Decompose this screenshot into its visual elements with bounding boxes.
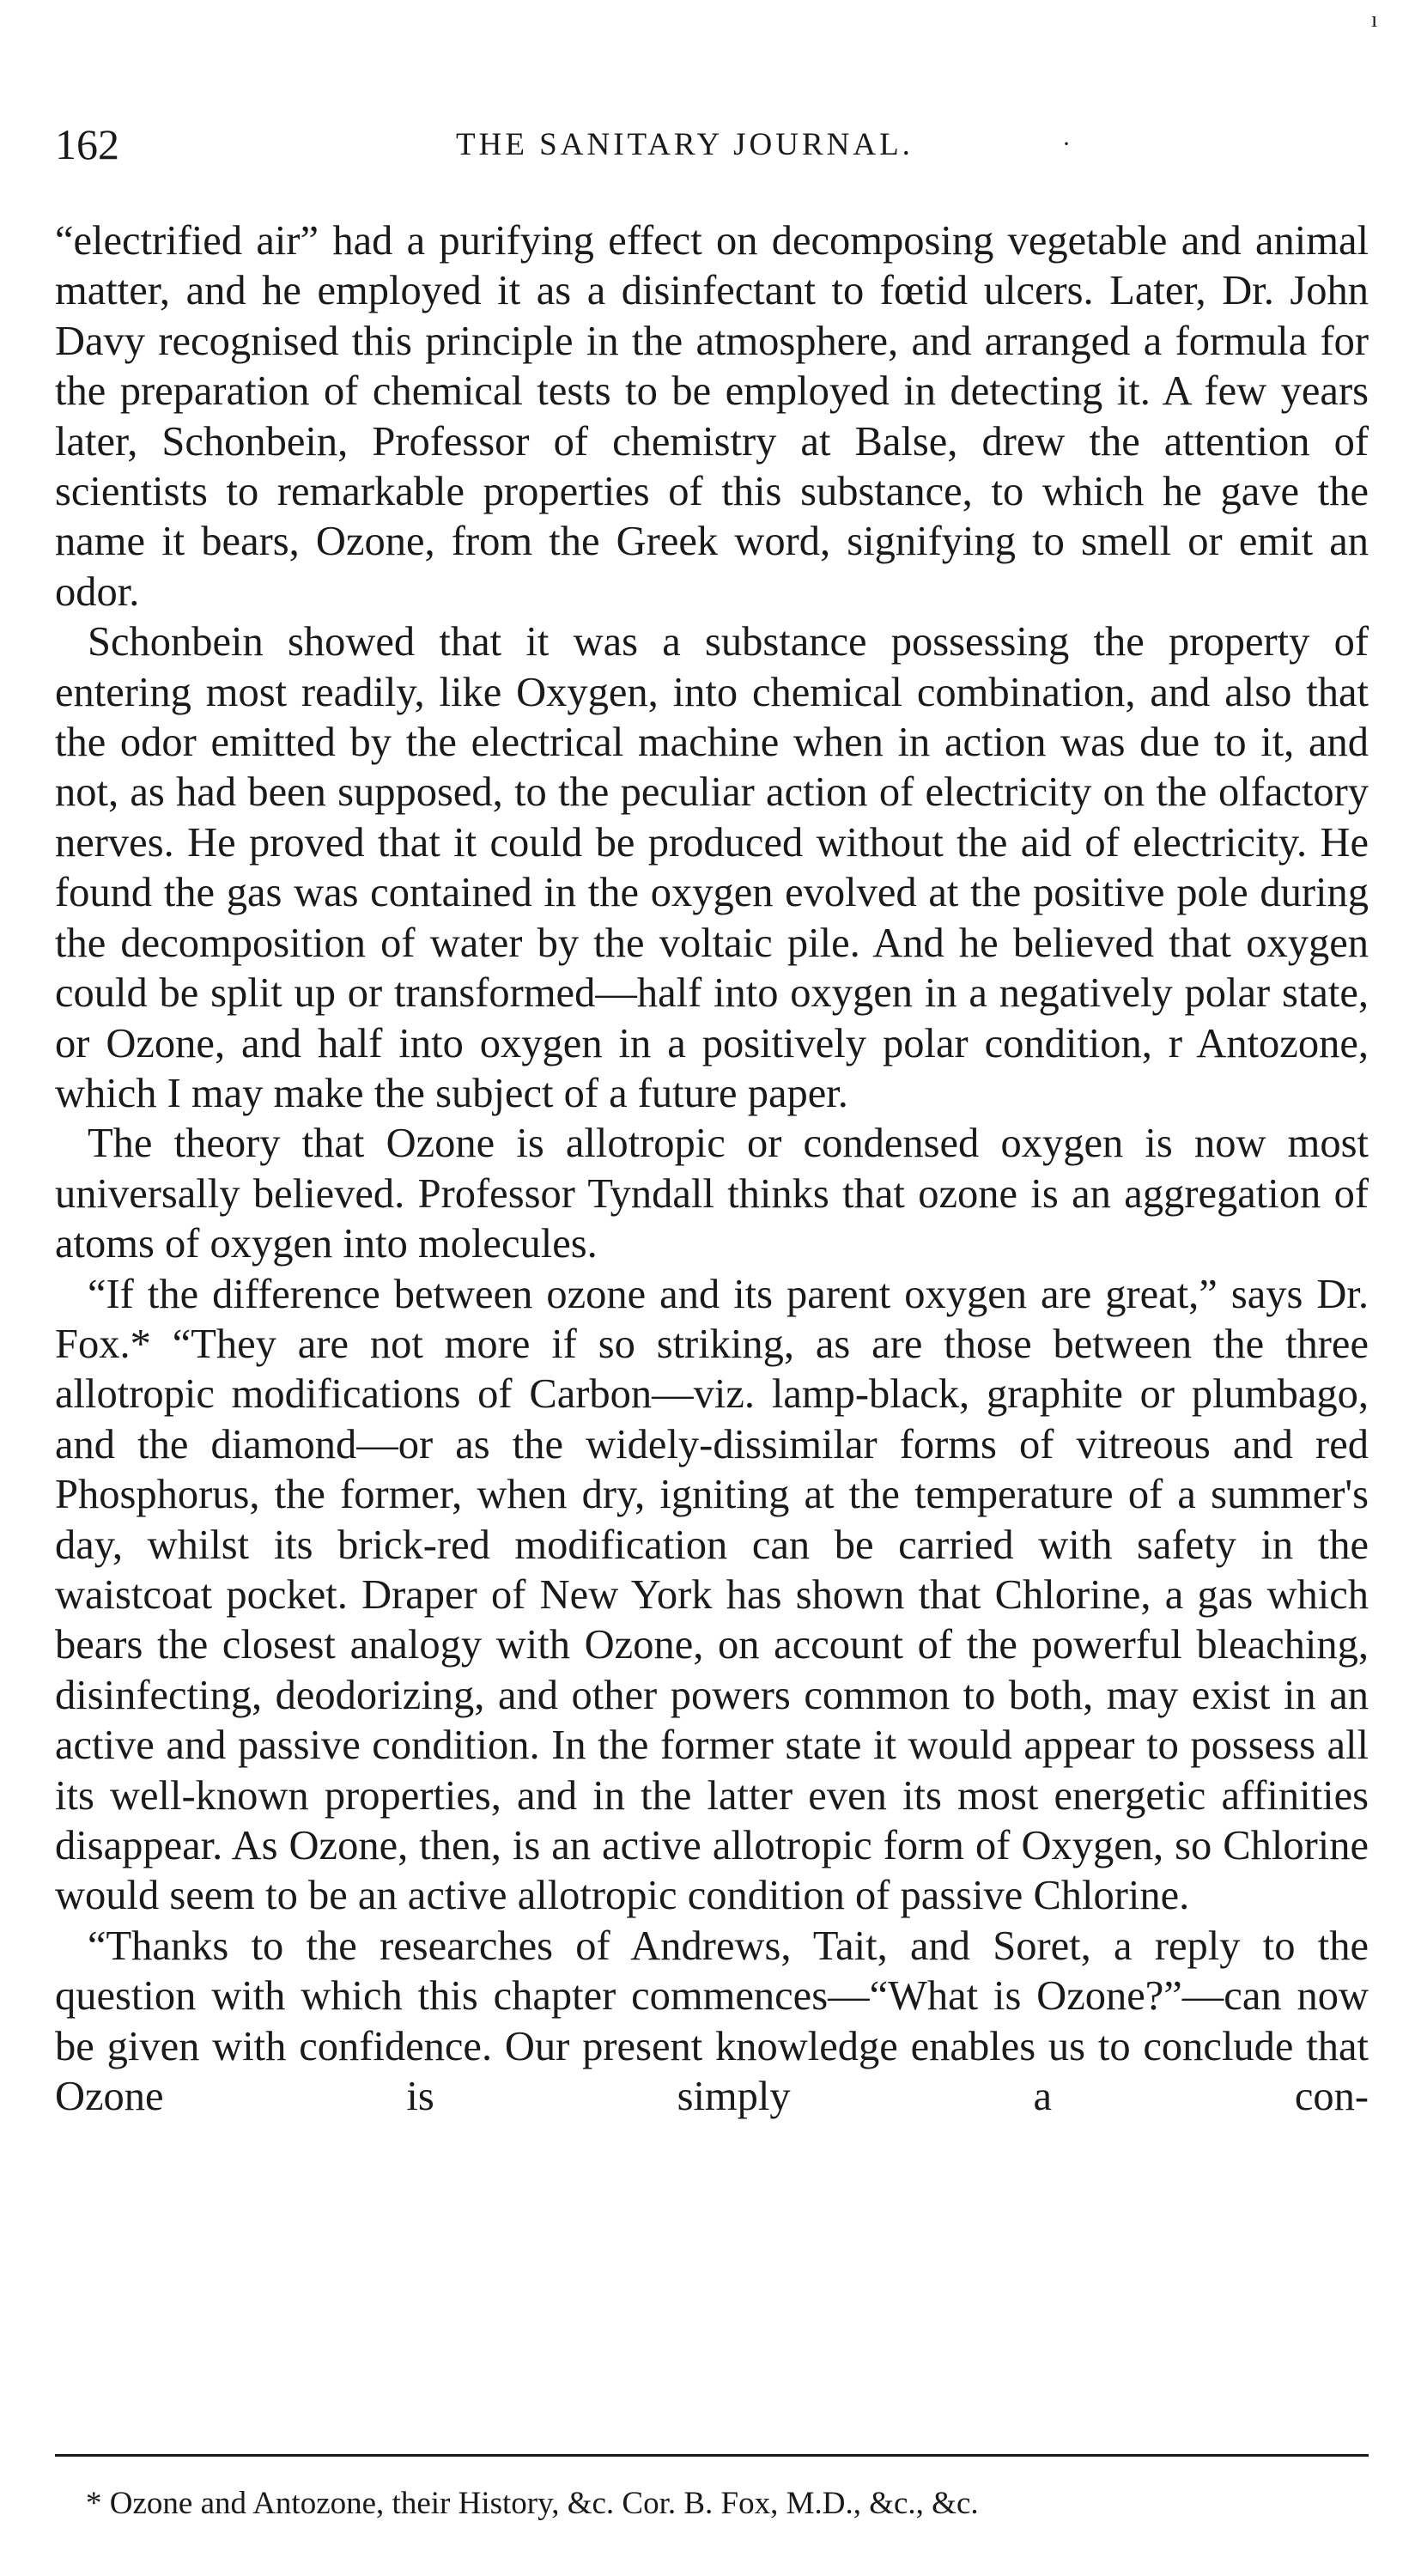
footnote-rule: [55, 2454, 1369, 2457]
page-number: 162: [55, 120, 119, 168]
header-dot: ·: [1062, 130, 1071, 158]
paragraph-1: “electrified air” had a purifying effect on decomposing vegetable and animal matter, and he employed it as a disinfectant to fœtid ulcers. Later, Dr. John Davy recognised this principle in the atmosphere, and arranged a formula for the preparation of chemical tests to be employed in detecting it. A few years later, Schonbein, Professor of chemistry at Balse, drew the attention of scientists to remarkable properties of this substance, to which he gave the name it bears, Ozone, from the Greek word, signifying to smell or emit an odor.: [55, 218, 1369, 615]
running-head: THE SANITARY JOURNAL.: [456, 127, 914, 162]
paragraph-4: “If the difference between ozone and its parent oxygen are great,” says Dr. Fox.* “They are not more if so striking, as are those between the three allotropic modifications of Carbon—viz. lamp-black, graphite or plumbago, and the diamond—or as the widely-dissimilar forms of vitreous and red Phosphorus, the former, when dry, igniting at the temperature of a summer's day, whilst its brick-red modification can be carried with safety in the waistcoat pocket. Draper of New York has shown that Chlorine, a gas which bears the closest analogy with Ozone, on account of the powerful bleaching, disinfecting, deodorizing, and other powers common to both, may exist in an active and passive condition. In the former state it would appear to possess all its well-known properties, and in the latter even its most energetic affinities disappear. As Ozone, then, is an active allotropic form of Oxygen, so Chlorine would seem to be an active allotropic condition of passive Chlorine.: [55, 1271, 1369, 1919]
paragraph-3: The theory that Ozone is allotropic or condensed oxygen is now most universally believed. Professor Tyndall thinks that ozone is an aggregation of atoms of oxygen into molecules.: [55, 1121, 1369, 1267]
footnote: * Ozone and Antozone, their History, &c. Cor. B. Fox, M.D., &c., &c.: [86, 2486, 979, 2521]
corner-mark: ı: [1371, 7, 1378, 32]
paragraph-2: Schonbein showed that it was a substance possessing the property of entering most readily, like Oxygen, into chemical combination, and also that the odor emitted by the electrical machine when in action was due to it, and not, as had been supposed, to the peculiar action of electricity on the olfactory nerves. He proved that it could be produced without the aid of electricity. He found the gas was contained in the oxygen evolved at the positive pole during the decomposition of water by the voltaic pile. And he believed that oxygen could be split up or transformed—half into oxygen in a negatively polar state, or Ozone, and half into oxygen in a positively polar condition, r Antozone, which I may make the subject of a future paper.: [55, 619, 1369, 1116]
article-body: [55, 216, 1369, 2122]
paragraph-5: “Thanks to the researches of Andrews, Tait, and Soret, a reply to the question with which this chapter commences—“What is Ozone?”—can now be given with confidence. Our present knowledge enables us to conclude that Ozone is simply a con-: [55, 1923, 1369, 2120]
page-header: [55, 118, 1369, 170]
